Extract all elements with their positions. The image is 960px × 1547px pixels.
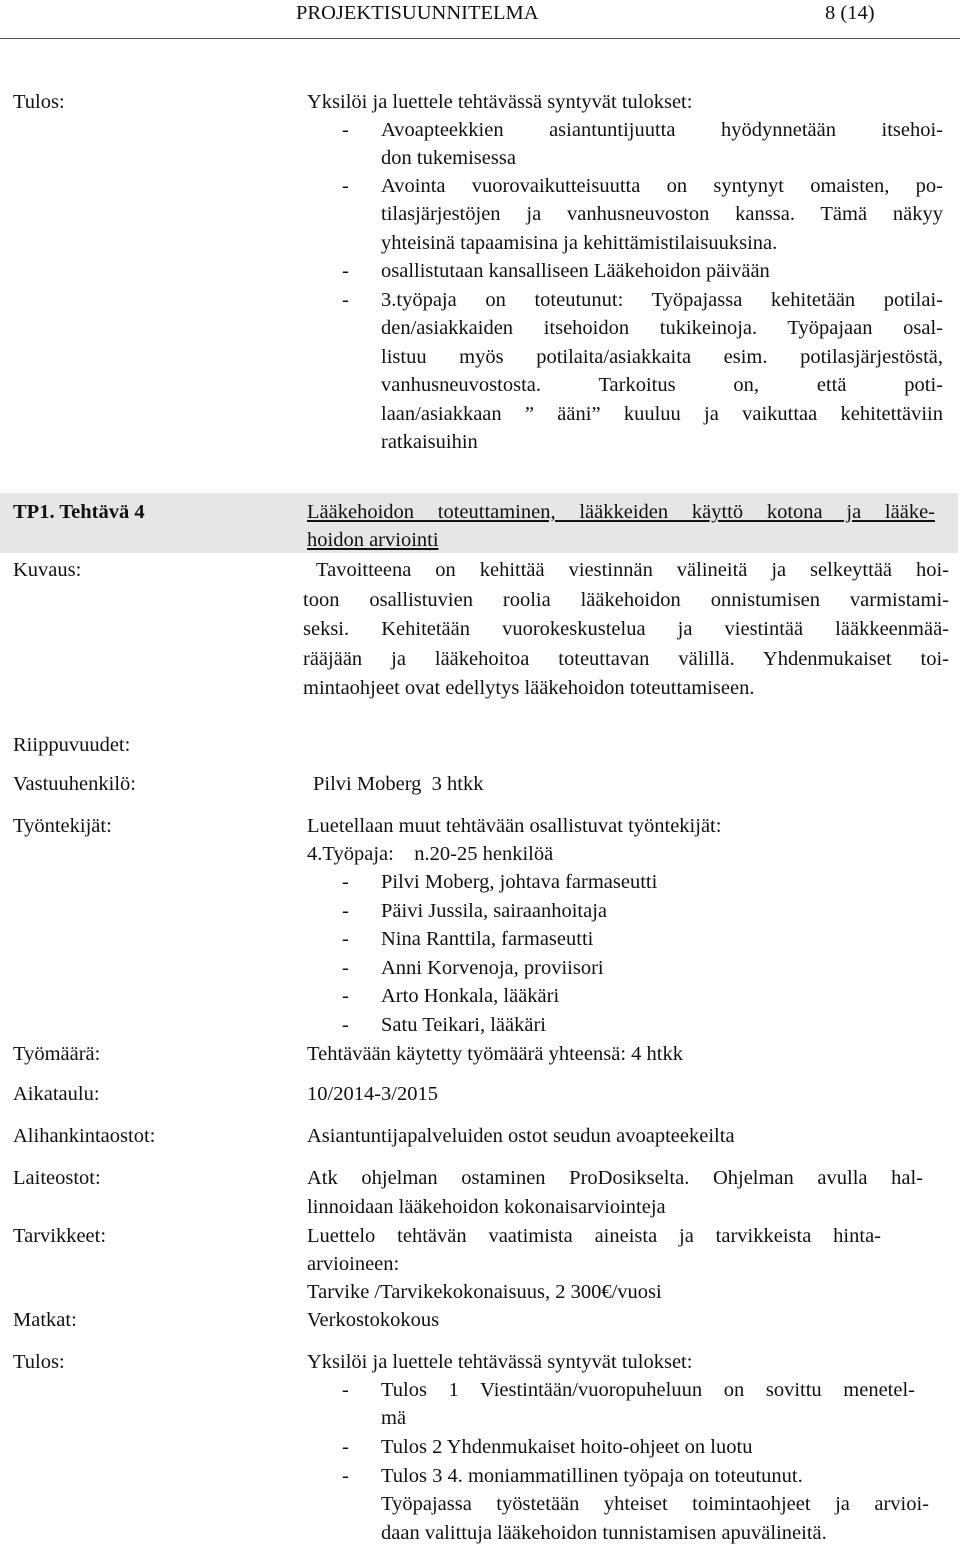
tarvikkeet-line: arvioineen:	[307, 1253, 400, 1275]
tarvikkeet-item: Tarvike /Tarvikekokonaisuus, 2 300€/vuosi	[307, 1281, 662, 1303]
laiteostot-label: Laiteostot:	[13, 1167, 101, 1189]
bullet-text	[381, 1433, 943, 1461]
bullet-line: daan valittuja lääkehoidon tunnistamisen apuvälineitä.	[381, 1521, 827, 1544]
aikataulu-value: 10/2014-3/2015	[307, 1083, 438, 1105]
bullet-dash: -	[342, 871, 349, 893]
tyontekijat-label: Työntekijät:	[13, 815, 112, 837]
task-title-line: Lääkehoidon toteuttaminen, lääkkeiden käyttö kotona ja lääke-	[307, 501, 935, 523]
task-title	[307, 498, 935, 554]
kuvaus-line: seksi. Kehitetään vuorokeskustelua ja viestintää lääkkeenmää-	[303, 618, 949, 640]
riippuvuudet-label: Riippuvuudet:	[13, 734, 131, 756]
tarvikkeet-text	[307, 1222, 881, 1278]
bullet-text	[381, 172, 943, 257]
bullet-dash: -	[342, 1436, 349, 1458]
worker-name: Päivi Jussila, sairaanhoitaja	[381, 899, 608, 922]
kuvaus-label: Kuvaus:	[13, 559, 82, 581]
bullet-text	[381, 1462, 929, 1547]
laiteostot-line: Atk ohjelman ostaminen ProDosikselta. Ohjelman avulla hal-	[307, 1167, 923, 1189]
alihankintaostot-value: Asiantuntijapalveluiden ostot seudun avoapteekeilta	[307, 1125, 735, 1147]
bullet-line: don tukemisessa	[381, 147, 516, 170]
kuvaus-line: Tavoitteena on kehittää viestinnän välineitä ja selkeyttää hoi-	[316, 559, 949, 581]
tyontekijat-intro: Luetellaan muut tehtävään osallistuvat työntekijät:	[307, 815, 722, 837]
worker-name: Nina Ranttila, farmaseutti	[381, 928, 594, 950]
document-title: PROJEKTISUUNNITELMA	[296, 2, 539, 24]
bullet-dash: -	[342, 1465, 349, 1487]
matkat-value: Verkostokokous	[307, 1309, 440, 1331]
bullet-dash: -	[342, 1379, 349, 1401]
aikataulu-label: Aikataulu:	[13, 1083, 100, 1105]
worker-name: Pilvi Moberg, johtava farmaseutti	[381, 871, 658, 893]
vastuuhenkilo-label: Vastuuhenkilö:	[13, 773, 136, 795]
tulos2-label: Tulos:	[13, 1351, 65, 1373]
page-number: 8 (14)	[825, 2, 875, 24]
bullet-line: Työpajassa työstetään yhteiset toimintaohjeet ja arvioi-	[381, 1493, 929, 1516]
bullet-dash: -	[342, 899, 349, 922]
bullet-line: tilasjärjestöjen ja vanhusneuvoston kanssa. Tämä näkyy	[381, 203, 943, 226]
tulos-intro: Yksilöi ja luettele tehtävässä syntyvät tulokset:	[307, 91, 693, 113]
tarvikkeet-line: Luettelo tehtävän vaatimista aineista ja tarvikkeista hinta-	[307, 1225, 881, 1247]
worker-name: Arto Honkala, lääkäri	[381, 985, 560, 1007]
workshop-participants: 4.Työpaja: n.20-25 henkilöä	[307, 843, 554, 865]
laiteostot-line: linnoidaan lääkehoidon kokonaisarviointeja	[307, 1195, 666, 1218]
bullet-text	[381, 1376, 915, 1433]
bullet-line: laan/asiakkaan ” ääni” kuuluu ja vaikuttaa kehitettäviin	[381, 402, 943, 425]
tyomaara-label: Työmäärä:	[13, 1043, 101, 1065]
header-divider	[0, 38, 960, 39]
bullet-line: Tulos 3 4. moniammatillinen työpaja on toteutunut.	[381, 1465, 803, 1487]
vastuuhenkilo-value: Pilvi Moberg 3 htkk	[313, 773, 484, 795]
alihankintaostot-label: Alihankintaostot:	[13, 1125, 156, 1147]
kuvaus-line: rääjään ja lääkehoitoa toteuttavan välillä. Yhdenmukaiset toi-	[303, 647, 949, 670]
bullet-text	[381, 116, 943, 173]
task-label: TP1. Tehtävä 4	[13, 501, 145, 523]
bullet-dash: -	[342, 289, 349, 311]
bullet-line: mä	[381, 1407, 407, 1430]
bullet-line: listuu myös potilaita/asiakkaita esim. potilasjärjestöstä,	[381, 345, 943, 368]
bullet-line: Tulos 1 Viestintään/vuoropuheluun on sovittu menetel-	[381, 1379, 915, 1401]
bullet-line: vanhusneuvostosta. Tarkoitus on, että poti-	[381, 374, 943, 397]
bullet-dash: -	[342, 928, 349, 950]
bullet-line: osallistutaan kansalliseen Lääkehoidon päivään	[381, 260, 770, 282]
bullet-line: Avointa vuorovaikutteisuutta on syntynyt omaisten, po-	[381, 175, 943, 197]
tulos-label: Tulos:	[13, 91, 65, 113]
kuvaus-text	[303, 556, 949, 704]
bullet-text	[381, 286, 943, 456]
bullet-line: Avoapteekkien asiantuntijuutta hyödynnetään itsehoi-	[381, 119, 943, 141]
laiteostot-text	[307, 1164, 923, 1221]
bullet-dash: -	[342, 119, 349, 141]
bullet-dash: -	[342, 956, 349, 979]
bullet-dash: -	[342, 260, 349, 282]
tyomaara-value: Tehtävään käytetty työmäärä yhteensä: 4 htkk	[307, 1043, 683, 1065]
bullet-line: 3.työpaja on toteutunut: Työpajassa kehitetään potilai-	[381, 289, 943, 311]
bullet-line: yhteisinä tapaamisina ja kehittämistilaisuuksina.	[381, 231, 778, 254]
bullet-dash: -	[342, 985, 349, 1007]
tulos2-intro: Yksilöi ja luettele tehtävässä syntyvät tulokset:	[307, 1351, 693, 1373]
task-title-line: hoidon arviointi	[307, 529, 439, 551]
bullet-text	[381, 257, 943, 285]
kuvaus-line: mintaohjeet ovat edellytys lääkehoidon toteuttamiseen.	[303, 677, 755, 699]
tarvikkeet-label: Tarvikkeet:	[13, 1225, 107, 1247]
page-header	[0, 0, 960, 30]
bullet-line: ratkaisuihin	[381, 430, 478, 453]
bullet-dash: -	[342, 175, 349, 197]
bullet-dash: -	[342, 1013, 349, 1036]
worker-name: Anni Korvenoja, proviisori	[381, 956, 604, 979]
bullet-line: Tulos 2 Yhdenmukaiset hoito-ohjeet on luotu	[381, 1436, 753, 1458]
matkat-label: Matkat:	[13, 1309, 77, 1331]
worker-name: Satu Teikari, lääkäri	[381, 1013, 546, 1036]
bullet-line: den/asiakkaiden itsehoidon tukikeinoja. Työpajaan osal-	[381, 317, 943, 340]
kuvaus-line: toon osallistuvien roolia lääkehoidon onnistumisen varmistami-	[303, 588, 949, 611]
